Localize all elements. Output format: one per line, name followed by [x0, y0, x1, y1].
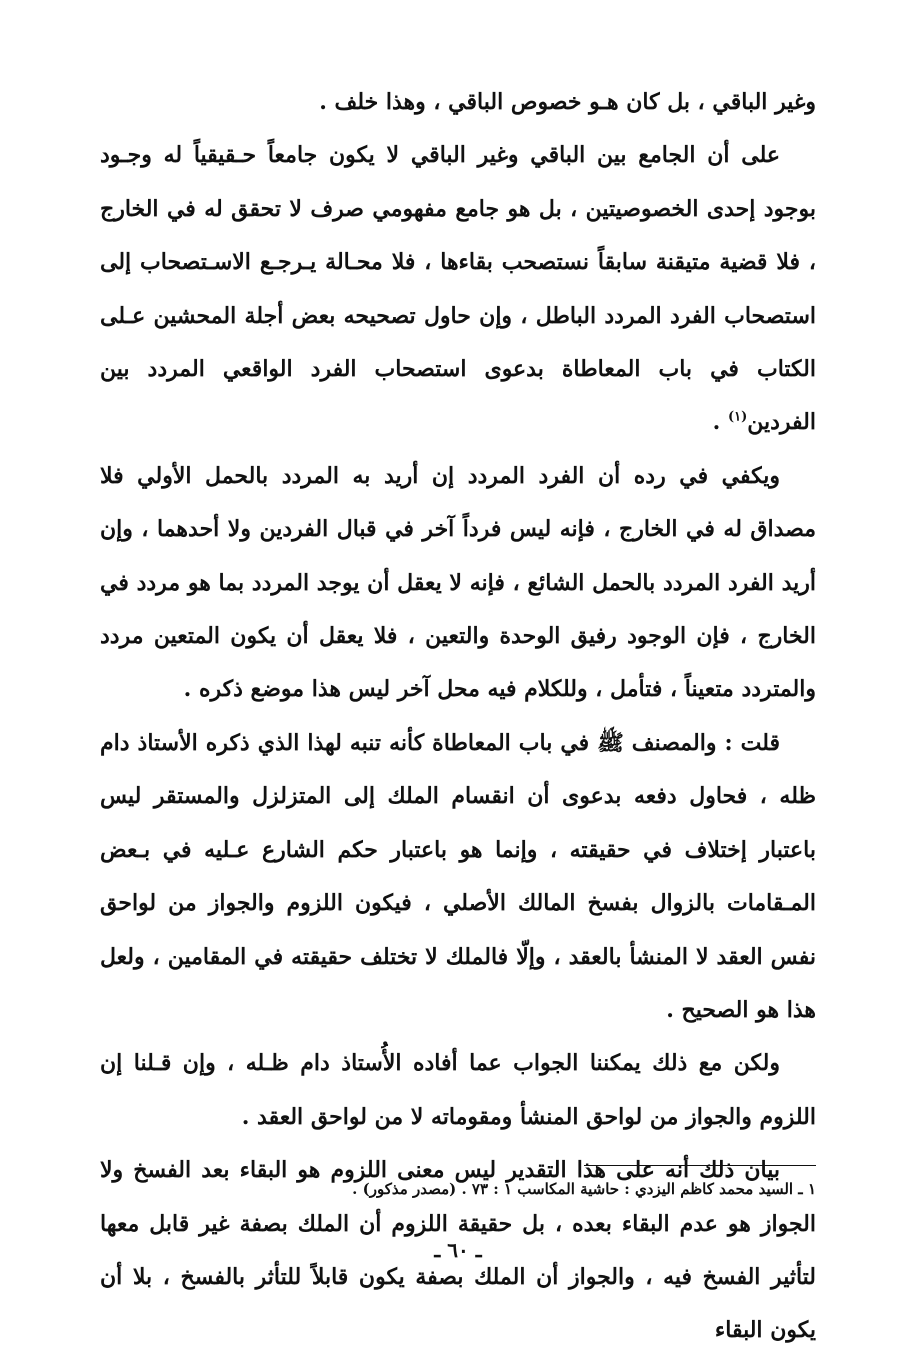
paragraph-6: بيان ذلك أنه على هذا التقدير ليس معنى اللزوم هو البقاء بعد الفسخ ولا الجواز هو عدم البقاء بعده ، بل حقيقة اللزوم أن الملك بصفة غير قابل معها لتأثير الفسخ فيه ، والجواز أن الملك بصفة يكون قابلاً للتأثر بالفسخ ، بلا أن يكون البقاء	[100, 1157, 816, 1344]
footnote: ١ ـ السيد محمد كاظم اليزدي : حاشية المكاسب ١ : ٧٣ . (مصدر مذكور) .	[352, 1180, 816, 1198]
page-number: ـ ٦٠ ـ	[434, 1238, 482, 1262]
paragraph-2	[100, 129, 816, 449]
paragraph-5: ولكن مع ذلك يمكننا الجواب عما أفاده الأُستاذ دام ظـله ، وإن قـلنا إن اللزوم والجواز من لواحق المنشأ ومقوماته لا من لواحق العقد .	[100, 1050, 816, 1130]
paragraph-2-text: على أن الجامع بين الباقي وغير الباقي لا يكون جامعاً حـقيقياً له وجـود بوجود إحدى الخصوصيتين ، بل هو جامع مفهومي صرف لا تحقق له في الخارج ، فلا قضية متيقنة سابقاً نستصحب بقاءها ، فلا محـالة يـرجـع الاسـتصحاب إلى استصحاب الفرد المردد الباطل ، وإن حاول تصحيحه بعض أجلة المحشين عـلى الكتاب في باب المعاطاة بدعوى استصحاب الفرد الواقعي المردد بين الفردين	[100, 142, 816, 436]
paragraph-2-end: .	[712, 409, 728, 436]
paragraph-1: وغير الباقي ، بل كان هـو خصوص الباقي ، وهذا خلف .	[319, 89, 816, 115]
paragraph-3: ويكفي في رده أن الفرد المردد إن أريد به المردد بالحمل الأولي فلا مصداق له في الخارج ، فإنه ليس فرداً آخر في قبال الفردين ولا أحدهما ، وإن أريد الفرد المردد بالحمل الشائع ، فإنه لا يعقل أن يوجد المردد بما هو مردد في الخارج ، فإن الوجود رفيق الوحدة والتعين ، فلا يعقل أن يكون المتعين مردد والمتردد متعيناً ، فتأمل ، وللكلام فيه محل آخر ليس هذا موضع ذكره .	[100, 462, 816, 703]
footnote-marker: (١)	[727, 410, 748, 426]
paragraph-4: قلت : والمصنف ﷺ في باب المعاطاة كأنه تنبه لهذا الذي ذكره الأستاذ دام ظله ، فحاول دفعه بدعوى أن انقسام الملك إلى المتزلزل والمستقر ليس باعتبار إختلاف في حقيقته ، وإنما هو باعتبار حكم الشارع عـليه في بـعض المـقامات بالزوال بفسخ المالك الأصلي ، فيكون اللزوم والجواز من لواحق نفس العقد لا المنشأ بالعقد ، وإلّا فالملك لا تختلف حقيقته في المقامين ، ولعل هذا هو الصحيح .	[100, 729, 816, 1023]
footnote-separator	[584, 1165, 816, 1166]
